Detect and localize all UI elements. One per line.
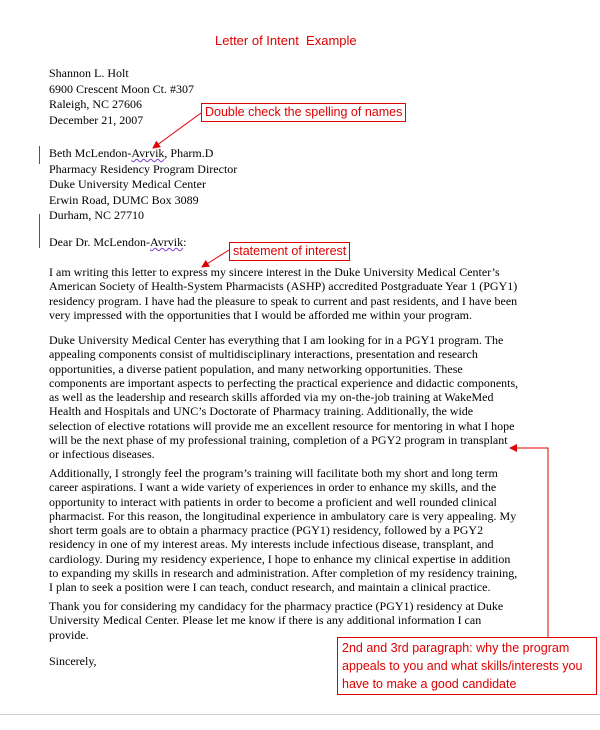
recipient-name: Beth McLendon-Avrvik, Pharm.D [49, 146, 214, 160]
misspelled-name: Avrvik [149, 235, 184, 249]
recipient-city: Durham, NC 27710 [49, 208, 144, 222]
recipient-street: Erwin Road, DUMC Box 3089 [49, 192, 199, 207]
paragraph-skills-goals: Additionally, I strongly feel the program’s training will facilitate both my short and long term career aspirations. I want a wide variety of experiences in order to enhance my skills, and the opportunity to interact with patients in order to become a proficient and well rounded clinical pharmacist. For this reason, the longitudinal experience in ambulatory care is very appealing. My short term goals are to obtain a pharmacy practice (PGY1) residency, followed by a PGY2 residency in one of my interest areas. My interests include infectious disease, transplant, and cardiology. During my residency experience, I hope to enhance my clinical expertise in addition to expanding my skills in research and administration. After completion of my residency training, I plan to seek a position were I can teach, conduct research, and maintain a clinical practice. [49, 466, 518, 595]
letter-date: December 21, 2007 [49, 112, 144, 127]
page-bottom-rule [0, 714, 600, 715]
misspelled-name: Avrvik [131, 146, 165, 160]
recipient-org: Duke University Medical Center [49, 177, 206, 191]
annotation-spelling: Double check the spelling of names [201, 103, 406, 122]
salutation: Dear Dr. McLendon-Avrvik: [49, 235, 187, 249]
arrow-to-interest-sentence [202, 250, 229, 267]
paragraph-thanks: Thank you for considering my candidacy for the pharmacy practice (PGY1) residency at Duke University Medical Center. Please let me know if there is any additional information I can provide. [49, 599, 504, 642]
letter-title: Letter of Intent Example [215, 33, 357, 48]
sender-name: Shannon L. Holt [49, 66, 129, 80]
sender-city: Raleigh, NC 27606 [49, 97, 142, 111]
paragraph-interest: I am writing this letter to express my sincere interest in the Duke University Medical Center’s American Society of Health-System Pharmacists (ASHP) accredited Postgraduate Year 1 (PGY1) residency program. I have had the pleasure to speak to current and past residents, and I have been very impressed with the opportunities that I would be afforded me within your program. [49, 265, 518, 322]
arrow-to-recipient-name [153, 113, 201, 148]
paragraph-program-appeal: Duke University Medical Center has everything that I am looking for in a PGY1 program. The appealing components consist of multidisciplinary interactions, presentation and research opportunities, a diverse patient population, and many networking opportunities. These components are important aspects to perfecting the practical experience and didactic components, as well as the leadership and research skills afforded via my on-the-job training at WakeMed Health and Hospitals and UNC’s Doctorate of Pharmacy training. Additionally, the wide selection of elective rotations will provide me an excellent resource for mentoring in what I hope will be the next phase of my professional training, completion of a PGY2 program in transplant or infectious diseases. [49, 333, 519, 462]
annotation-statement-of-interest: statement of interest [229, 242, 350, 261]
arrow-to-paragraphs [510, 448, 548, 637]
closing: Sincerely, [49, 654, 97, 668]
annotation-paragraph-guidance: 2nd and 3rd paragraph: why the program appeals to you and what skills/interests you have to make a good candidate [337, 637, 597, 695]
recipient-title: Pharmacy Residency Program Director [49, 161, 238, 176]
sender-street: 6900 Crescent Moon Ct. #307 [49, 81, 194, 96]
